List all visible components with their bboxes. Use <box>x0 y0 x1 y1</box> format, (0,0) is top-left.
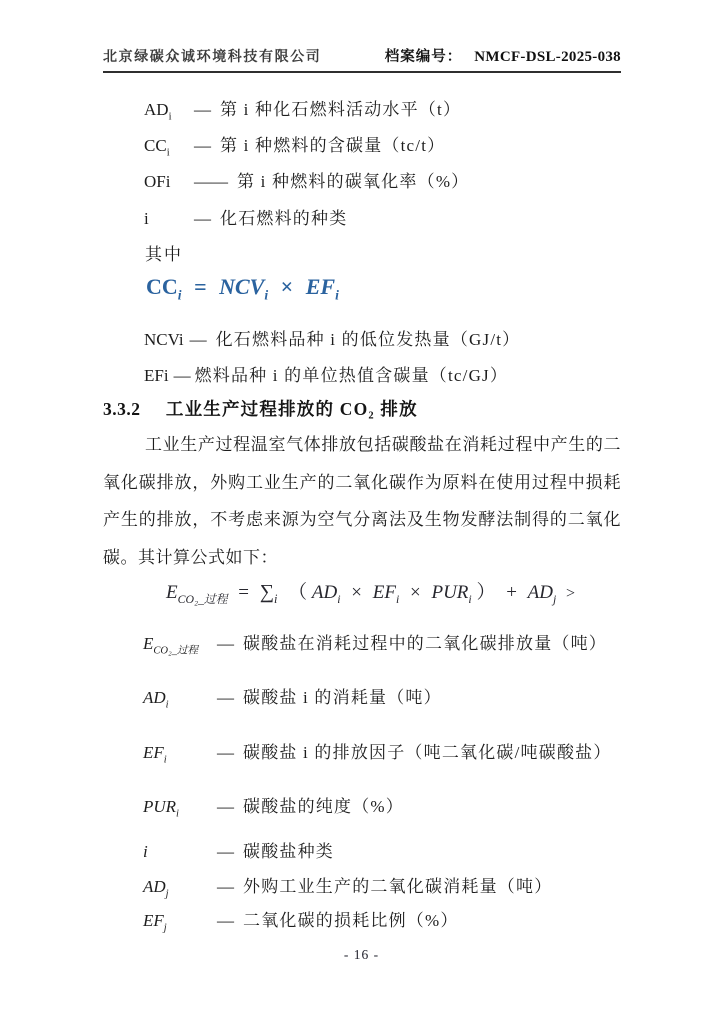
term-symbol: $EF_i$ <box>143 743 167 766</box>
page-header <box>103 42 621 73</box>
formula-cc-ef: $EF_i$ <box>305 274 339 303</box>
term-row-adj <box>143 872 553 900</box>
term-row-adi2 <box>143 683 442 711</box>
dash: — <box>194 100 211 119</box>
term-description: 燃料品种 i 的单位热值含碳量（tc/GJ） <box>194 366 509 385</box>
dash: — <box>194 209 211 228</box>
term-symbol: NCVi <box>144 330 184 349</box>
formula-cc <box>146 274 339 303</box>
formula-e-lhs: $E_{CO_2\_过程}$ <box>166 582 228 606</box>
times-sign: × <box>280 274 294 299</box>
term-row-puri <box>143 792 404 820</box>
term-row-adi <box>144 95 462 123</box>
term-row-i <box>144 204 347 229</box>
term-symbol: $EF_j$ <box>143 911 167 934</box>
term-description: 碳酸盐种类 <box>243 842 334 861</box>
page-number: - 16 - <box>343 947 380 962</box>
term-row-efi2 <box>143 738 612 766</box>
equals-sign: = <box>238 582 249 603</box>
term-symbol: $E_{CO_2\_过程}$ <box>143 634 199 657</box>
close-paren: ） <box>476 582 496 603</box>
term-row-efj <box>143 906 459 934</box>
body-paragraph: 工业生产过程温室气体排放包括碳酸盐在消耗过程中产生的二氧化碳排放，外购工业生产的二氧化碳作为原料在使用过程中损耗产生的排放，不考虑来源为空气分离法及生物发酵法制得的二氧化碳。其计算公式如下： <box>103 435 621 567</box>
formula-e-adj: $AD_j$ <box>527 582 557 606</box>
formula-e-ad: $AD_i$ <box>311 582 341 606</box>
dash: — <box>217 688 234 707</box>
formula-cc-lhs: $CC_i$ <box>146 274 182 303</box>
term-row-efi <box>144 361 508 386</box>
times-sign: × <box>410 582 421 603</box>
formula-e-process <box>166 577 576 604</box>
plus-sign: + <box>506 582 517 603</box>
term-description: 二氧化碳的损耗比例（%） <box>243 911 459 930</box>
dash: — <box>217 877 234 896</box>
term-symbol: $PUR_i$ <box>143 797 179 820</box>
section-title: 工业生产过程排放的 CO₂ 排放 <box>165 399 418 419</box>
company-name: 北京绿碳众诚环境科技有限公司 <box>103 50 322 65</box>
dash: — <box>194 136 211 155</box>
archive-number-group <box>385 45 621 66</box>
term-description: 碳酸盐 i 的排放因子（吨二氧化碳/吨碳酸盐） <box>243 743 612 762</box>
section-heading <box>103 396 418 421</box>
sigma-symbol: $\sum_i$ <box>259 581 278 606</box>
dash: — <box>217 743 234 762</box>
dash: —— <box>194 172 228 191</box>
open-paren: （ <box>288 582 308 603</box>
formula-e-ef: $EF_i$ <box>372 582 400 606</box>
times-sign: × <box>351 582 362 603</box>
term-row-e-process <box>143 629 607 657</box>
term-row-ncvi <box>144 325 520 350</box>
term-symbol: EFi <box>144 366 169 385</box>
formula-e-pur: $PUR_i$ <box>431 582 472 606</box>
section-number: 3.3.2 <box>103 399 141 419</box>
term-description: 化石燃料的种类 <box>220 209 348 228</box>
term-symbol: $CC_i$ <box>144 136 170 159</box>
dash: — <box>217 634 234 653</box>
term-description: 碳酸盐的纯度（%） <box>243 797 404 816</box>
term-symbol: $AD_j$ <box>143 877 169 900</box>
term-symbol: $AD_i$ <box>144 100 172 123</box>
term-description: 第 i 种燃料的碳氧化率（%） <box>237 172 470 191</box>
term-symbol: i <box>144 209 149 228</box>
dash: — <box>217 842 234 861</box>
dash: — <box>189 330 207 349</box>
term-description: 第 i 种化石燃料活动水平（t） <box>220 100 462 119</box>
term-description: 化石燃料品种 i 的低位发热量（GJ/t） <box>215 330 521 349</box>
term-symbol: OFi <box>144 172 171 191</box>
dash: — <box>217 797 234 816</box>
among-label: 其中 <box>145 245 183 264</box>
dash: — <box>217 911 234 930</box>
dash: — <box>173 366 191 385</box>
term-row-cci <box>144 131 446 159</box>
archive-number: NMCF-DSL-2025-038 <box>474 49 621 65</box>
term-description: 第 i 种燃料的含碳量（tc/t） <box>220 136 446 155</box>
term-symbol: $AD_i$ <box>143 688 169 711</box>
term-symbol: i <box>143 842 148 861</box>
trailing-char: > <box>565 585 576 602</box>
term-row-ofi <box>144 167 469 192</box>
term-description: 外购工业生产的二氧化碳消耗量（吨） <box>243 877 553 896</box>
formula-cc-ncv: $NCV_i$ <box>219 274 269 303</box>
term-row-i2 <box>143 837 334 862</box>
archive-label: 档案编号： <box>384 49 463 65</box>
equals-sign: = <box>194 274 207 299</box>
term-description: 碳酸盐在消耗过程中的二氧化碳排放量（吨） <box>243 634 607 653</box>
term-description: 碳酸盐 i 的消耗量（吨） <box>243 688 442 707</box>
